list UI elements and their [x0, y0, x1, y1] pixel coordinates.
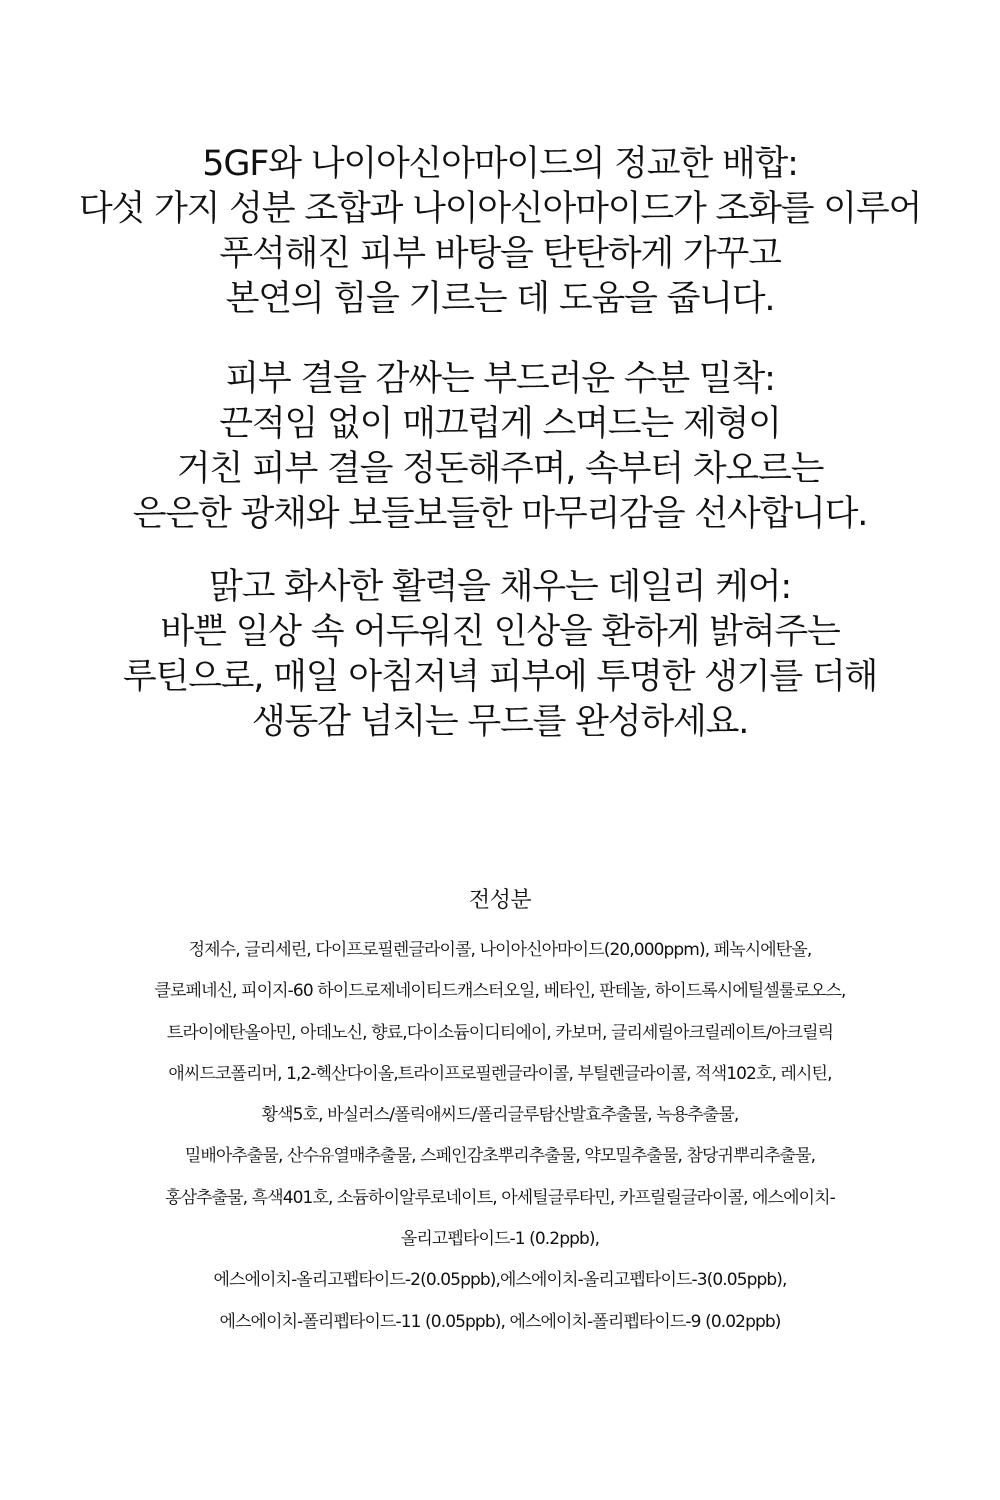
- ingredients-line: 트라이에탄올아민, 아데노신, 향료,다이소듐이디티에이, 카보머, 글리세릴아크릴레이트/아크릴릭: [166, 1022, 834, 1043]
- ingredients-line: 밀배아추출물, 산수유열매추출물, 스페인감초뿌리추출물, 약모밀추출물, 참당귀뿌리추출물,: [184, 1146, 816, 1167]
- feature-text-line: 바쁜 일상 속 어두워진 인상을 환하게 밝혀주는: [160, 612, 840, 652]
- feature-title: 피부 결을 감싸는 부드러운 수분 밀착:: [225, 359, 775, 399]
- feature-section-formula: [0, 142, 1000, 322]
- feature-text-line: 생동감 넘치는 무드를 완성하세요.: [251, 702, 749, 742]
- ingredients-line: 황색5호, 바실러스/폴릭애씨드/폴리글루탐산발효추출물, 녹용추출물,: [261, 1105, 739, 1126]
- feature-title: 맑고 화사한 활력을 채우는 데일리 케어:: [209, 567, 791, 607]
- ingredients-heading: 전성분: [468, 888, 532, 913]
- feature-text-line: 은은한 광채와 보들보들한 마무리감을 선사합니다.: [132, 494, 868, 534]
- feature-section-daily-care: [0, 565, 1000, 745]
- ingredients-line: 정제수, 글리세린, 다이프로필렌글라이콜, 나이아신아마이드(20,000ppm), 페녹시에탄올,: [188, 940, 812, 960]
- ingredients-line: 올리고펩타이드-1 (0.2ppb),: [400, 1229, 600, 1250]
- feature-title: 5GF와 나이아신아마이드의 정교한 배합:: [202, 144, 798, 184]
- feature-section-moisture: [0, 357, 1000, 537]
- ingredients-line: 에스에이치-올리고펩타이드-2(0.05ppb),에스에이치-올리고펩타이드-3(0.05ppb),: [213, 1270, 787, 1291]
- feature-text-line: 푸석해진 피부 바탕을 탄탄하게 가꾸고: [219, 234, 781, 274]
- feature-text-line: 다섯 가지 성분 조합과 나이아신아마이드가 조화를 이루어: [78, 189, 922, 229]
- ingredients-section: [0, 886, 1000, 1343]
- ingredients-line: 애씨드코폴리머, 1,2-헥산다이올,트라이프로필렌글라이콜, 부틸렌글라이콜, 적색102호, 레시틴,: [168, 1063, 832, 1084]
- feature-text-line: 끈적임 없이 매끄럽게 스며드는 제형이: [219, 404, 781, 444]
- ingredients-line: 클로페네신, 피이지-60 하이드로제네이티드캐스터오일, 베타인, 판테놀, 하이드록시에틸셀룰로오스,: [154, 981, 846, 1002]
- feature-text-line: 본연의 힘을 기르는 데 도움을 줍니다.: [225, 279, 775, 319]
- ingredients-line: 에스에이치-폴리펩타이드-11 (0.05ppb), 에스에이치-폴리펩타이드-9 (0.02ppb): [219, 1311, 781, 1332]
- ingredients-line: 홍삼추출물, 흑색401호, 소듐하이알루로네이트, 아세틸글루타민, 카프릴릴글라이콜, 에스에이치-: [165, 1187, 835, 1208]
- feature-text-line: 루틴으로, 매일 아침저녁 피부에 투명한 생기를 더해: [122, 657, 878, 697]
- feature-text-line: 거친 피부 결을 정돈해주며, 속부터 차오르는: [176, 449, 824, 489]
